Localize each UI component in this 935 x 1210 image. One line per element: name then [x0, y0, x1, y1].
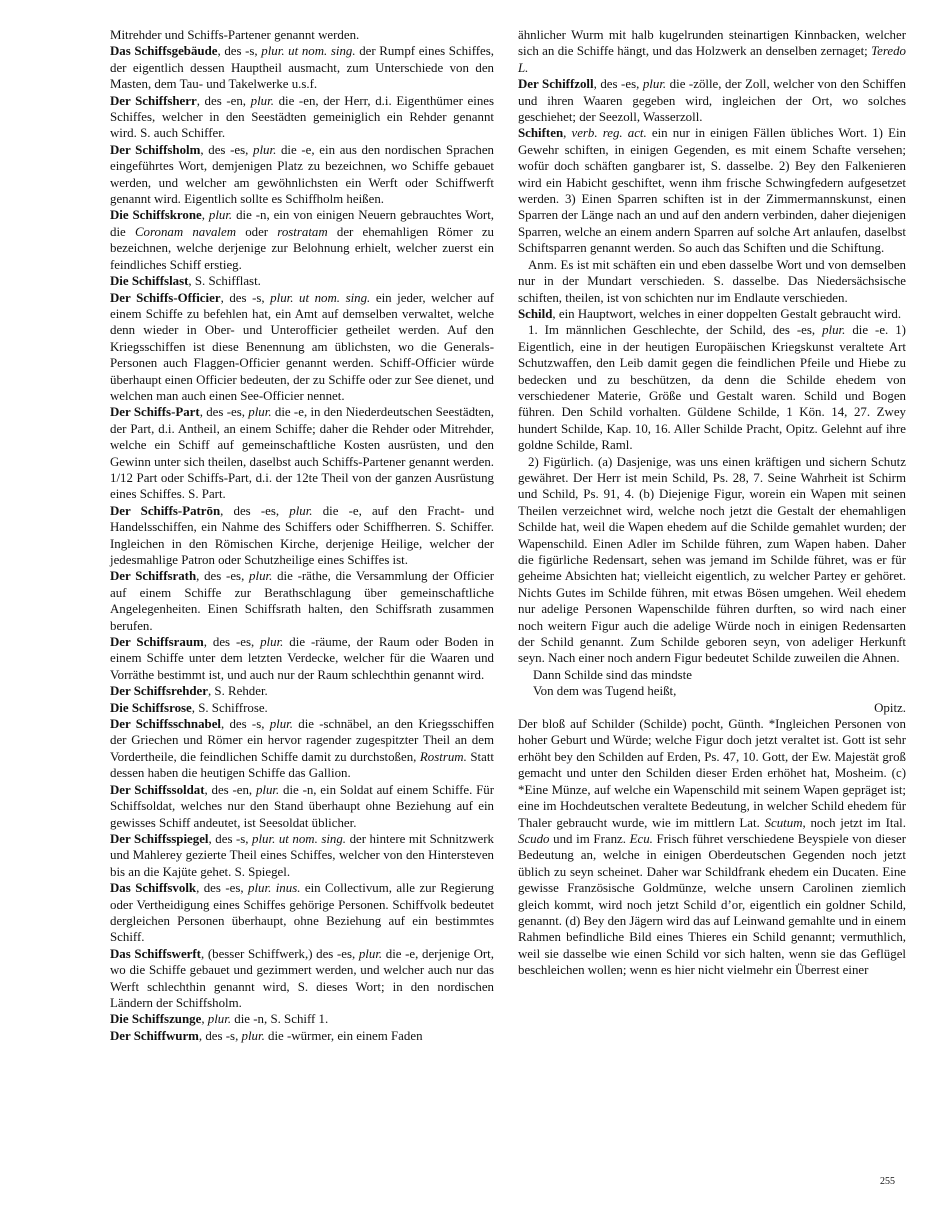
- left-column-entry: [110, 782, 494, 831]
- headword: Der Schiffsrehder: [110, 684, 208, 699]
- headword: Die Schiffszunge: [110, 1012, 202, 1027]
- body-text: , des -s,: [221, 717, 270, 732]
- body-text: und im Franz.: [549, 831, 630, 846]
- italic-text: Rostrum.: [419, 749, 467, 764]
- left-column-entry: [110, 290, 494, 405]
- headword: Der Schiffwurm: [110, 1028, 199, 1043]
- left-column-entry: [110, 683, 494, 699]
- headword: Schild: [518, 306, 553, 321]
- italic-text: Coronam navalem: [134, 224, 237, 239]
- body-text: , des -es,: [200, 142, 254, 157]
- body-text: Von dem was Tugend heißt,: [533, 684, 677, 699]
- left-column-entry: [110, 1028, 494, 1044]
- body-text: die -schnäbel, an den Kriegsschiffen der Griechen und Römer ein hervor ragender zugespitzter Theil an dem Vordertheile, die feindlichen Schiffe damit zu durchstoßen,: [110, 717, 495, 764]
- italic-text: Scudo: [518, 831, 550, 846]
- body-text: der ehemahligen Römer zu bezeichnen, welche derjenige zur Belohnung erhielt, welcher zuerst ein feindliches Schiff erstieg.: [110, 224, 494, 272]
- italic-text: plur. ut nom. sing.: [270, 290, 371, 305]
- body-text: ,: [201, 1012, 208, 1027]
- right-column-entry: [518, 306, 906, 322]
- italic-text: plur.: [207, 1012, 232, 1027]
- body-text: Mitrehder und Schiffs-Partener genannt werden.: [110, 28, 360, 42]
- headword: Der Schiffsschnabel: [110, 717, 222, 732]
- left-column-entry: [110, 568, 494, 634]
- headword: Das Schiffsgebäude: [110, 44, 218, 59]
- italic-text: Teredo L.: [518, 44, 906, 75]
- headword: Der Schiffsspiegel: [110, 831, 209, 846]
- body-text: , (besser Schiffwerk,) des -es,: [200, 946, 359, 961]
- italic-text: plur.: [269, 717, 293, 732]
- italic-text: plur.: [253, 142, 277, 157]
- right-column-entry: [518, 700, 906, 716]
- body-text: Dann Schilde sind das mindste: [533, 667, 692, 682]
- body-text: , des -s,: [217, 44, 262, 59]
- italic-text: plur.: [248, 405, 272, 420]
- left-column-entry: [110, 207, 494, 273]
- right-column-entry: [533, 683, 906, 699]
- body-text: , S. Schiffrose.: [191, 700, 268, 715]
- body-text: 2) Figürlich. (a) Dasjenige, was uns einen kräftigen und sichern Schutz gewähret. Der Herr ist mein Schild, Ps. 28, 7. Seine Wahrheit ist Schirm und Schild, Ps. 91, 4. (b) Diejenige Figur, worein ein Wapen mit seinen Theilen verzeichnet wird, welche noch jetzt die Gestalt der ehemahligen Schilde hat, weil die Wapen ehedem auf die Schilde gemahlet wurden; der Wapenschild. Einen Adler im Schilde führen, zum Wapen haben. Daher die figürliche Redensart, sehen was jemand im Schilde führet, was er für geheime Absichten hat; vielleicht eigentlich, zu welcher Partey er gehöret. Nichts Gutes im Schilde führen, mit etwas Bösen umgehen. Weil ehedem nur adelige Personen Wapenschilde führen durften, so wird nach einer noch weitern Figur auch die adelige Würde noch in einigen Redensarten der Schild genannt. Zum Schilde geboren seyn, von adeliger Herkunft seyn. Nach einer noch andern Figur bedeutet Schilde zuweilen die Ahnen.: [518, 454, 906, 666]
- headword: Der Schiffs-Patrōn: [110, 503, 221, 518]
- right-column: [518, 27, 906, 979]
- right-column-entry: [518, 322, 906, 453]
- body-text: , des -es,: [199, 405, 249, 420]
- body-text: die -e, ein aus den nordischen Sprachen eingeführtes Wort, demjenigen Platz zu bezeichnen, wo Schiffe gebauet werden, und welcher am gewöhnlichsten ein Werft oder Schiffwerft genannt wird. Eigentlich sollte es Schiffholm heißen.: [110, 142, 494, 207]
- left-column-entry: [110, 716, 494, 782]
- italic-text: plur. ut nom. sing.: [252, 831, 347, 846]
- page-number: 255: [880, 1176, 895, 1187]
- body-text: Der bloß auf Schilder (Schilde) pocht, Günth. *Ingleichen Personen von hoher Geburt und Würde; welche Figur doch jetzt veraltet ist. Gott ist sehr erhöht bey den Schilden auf Erden, Ps. 47, 10. Gott, der Ew. Majestät groß gemacht und unter den Schilden dieser Erden erhöhet hat, Mosheim. (c) *Eine Münze, auf welche ein Wapenschild mit seinem Wapen gepräget ist; eine im Hochdeutschen veraltete Bedeutung, in welcher Schild ehedem für Thaler gebraucht wurde, wie im mittlern Lat.: [518, 717, 906, 830]
- body-text: , des -s,: [220, 290, 271, 305]
- headword: Der Schiffsraum: [110, 635, 204, 650]
- body-text: oder: [236, 224, 278, 239]
- headword: Die Schiffslast: [110, 274, 189, 289]
- headword: Schiften: [518, 126, 564, 141]
- left-column-entry: [110, 700, 494, 716]
- headword: Die Schiffskrone: [110, 208, 202, 223]
- right-column-entry: [518, 76, 906, 125]
- body-text: ähnlicher Wurm mit halb kugelrunden steinartigen Kinnbacken, welcher sich an die Schiffe hängt, und das Holzwerk an denselben zernaget;: [518, 28, 906, 59]
- italic-text: plur.: [208, 208, 233, 223]
- body-text: Anm. Es ist mit schäften ein und eben dasselbe Wort und von demselben nur in der Mundart verschieden. S. dasselbe. Das Niedersächsische schiften, theilen, ist von schichten nur im Endlaute verschieden.: [518, 257, 906, 305]
- body-text: ,: [563, 126, 572, 141]
- left-column-entry: [110, 43, 494, 92]
- body-text: die -räthe, die Versammlung der Officier auf einem Schiffe zur Berathschlagung über gemeinschaftliche Angelegenheiten. Einen Schiffsrath halten, den Schiffsrath zusammen berufen.: [110, 569, 494, 633]
- body-text: , des -es,: [203, 635, 261, 650]
- left-column-entry: [110, 946, 494, 1012]
- right-column-entry: [518, 257, 906, 306]
- left-column-entry: [110, 1011, 494, 1027]
- headword: Der Schiffsrath: [110, 569, 197, 584]
- body-text: , des -en,: [196, 93, 251, 108]
- body-text: , des -es,: [196, 569, 250, 584]
- body-text: , S. Rehder.: [207, 684, 268, 699]
- left-column-entry: [110, 273, 494, 289]
- body-text: die -n, S. Schiff 1.: [231, 1012, 329, 1027]
- body-text: ein Collectivum, alle zur Regierung oder Vertheidigung eines Schiffes gehörige Personen. Schiffvolk bedeutet dergleichen Personen überhaupt, ohne Beziehung auf ein bestimmtes Schiff.: [110, 881, 495, 945]
- body-text: , S. Schifflast.: [188, 274, 261, 289]
- left-column-entry: [110, 503, 494, 569]
- right-column-entry: [518, 454, 906, 667]
- body-text: die -würmer, ein einem Faden: [264, 1028, 423, 1043]
- headword: Der Schiffsholm: [110, 142, 201, 157]
- body-text: die -n, ein Soldat auf einem Schiffe. Für Schiffsoldat, welches nur den Stand überhaupt ohne Beziehung auf ein gewisses Schiff andeutet, ist Seesoldat üblicher.: [110, 782, 494, 830]
- italic-text: Scutum,: [764, 815, 806, 830]
- headword: Der Schiffsherr: [110, 93, 197, 108]
- body-text: die -n, ein von einigen Neuern gebrauchtes Wort, die: [110, 208, 494, 239]
- italic-text: plur. ut nom. sing.: [261, 44, 356, 59]
- italic-text: plur.: [260, 635, 284, 650]
- italic-text: Ecu.: [629, 831, 653, 846]
- body-text: die -e, derjenige Ort, wo die Schiffe gebauet und gezimmert werden, und welcher auch nur das Werft schlechthin genannt wird, S. dieses Wort; in den nordischen Ländern der Schiffsholm.: [110, 946, 494, 1010]
- left-column: [110, 27, 494, 1044]
- headword: Der Schiffssoldat: [110, 782, 205, 797]
- italic-text: plur.: [241, 1028, 265, 1043]
- italic-text: plur.: [289, 503, 313, 518]
- headword: Der Schiffzoll: [518, 77, 594, 92]
- body-text: , des -es,: [196, 881, 249, 896]
- body-text: die -räume, der Raum oder Boden in einem Schiffe unter dem letzten Verdecke, welcher für die Waaren und Vorräthe bestimmt ist, und auch nur der Raum schlechthin genannt wird.: [110, 635, 495, 682]
- italic-text: plur.: [250, 93, 274, 108]
- italic-text: plur.: [358, 946, 383, 961]
- italic-text: plur.: [642, 77, 667, 92]
- left-column-entry: [110, 880, 494, 946]
- left-column-entry: [110, 404, 494, 502]
- body-text: ein jeder, welcher auf einem Schiffe zu befehlen hat, ein Amt auf demselben verwaltet, welche denn wieder in Ober- und Unterofficier getheilet werden. Auf den Kriegsschiffen ist diese Benennung am üblichsten, wo die Generals-Personen auch Flaggen-Officier genannt werden. Schiff-Officier würde überhaupt einen Officier bedeuten, der zu Schiffe oder zur See dienet, und welchen man auch einen See-Officier nennet.: [110, 290, 494, 403]
- body-text: , des -s,: [208, 831, 253, 846]
- body-text: ,: [201, 208, 209, 223]
- body-text: , ein Hauptwort, welches in einer doppelten Gestalt gebraucht wird.: [552, 306, 902, 321]
- right-column-entry: [533, 667, 906, 683]
- body-text: , des -es,: [220, 503, 290, 518]
- body-text: , des -es,: [593, 77, 643, 92]
- body-text: Frisch führet verschiedene Beyspiele von dieser Bedeutung an, welche in einigen Oberdeutschen Gegenden noch jetzt üblich zu seyn scheinet. Daher war Schildfrank ehedem ein Ducaten. Eine gewisse Französische Goldmünze, welche unsern Carolinen ziemlich gleich kommt, wird noch jetzt Schild d’or, eigentlich ein goldner Schild, genannt. (d) Bey den Jägern wird das auf Leinwand gemahlte und in einem Rahmen befindliche Bild eines Thieres ein Schild genannt; vermuthlich, weil sie dasselbe wie einen Schild vor sich halten, wenn sie das Geflügel beschleichen wollen; wenn es hier nicht vielmehr ein Überrest einer: [518, 831, 906, 978]
- body-text: noch jetzt im Ital.: [805, 815, 906, 830]
- italic-text: plur. inus.: [248, 881, 301, 896]
- left-column-entry: [110, 27, 494, 43]
- right-column-entry: [518, 716, 906, 979]
- body-text: die -e, in den Niederdeutschen Seestädten, der Part, d.i. Antheil, an einem Schiffe; daher die Rehder oder Mitrehder, welche ein Schiff auf gemeinschaftliche Kosten ausrüsten, und den Gewinn unter sich theilen, daselbst auch Schiffs-Partener genannt werden. 1/12 Part oder Schiffs-Part, d.i. der 12te Theil von der ganzen Ausrüstung eines Schiffes. S. Part.: [110, 405, 494, 502]
- body-text: die -e. 1) Eigentlich, eine in der heutigen Europäischen Kriegskunst veraltete Art Schutzwaffen, den Leib damit gegen die feindlichen Pfeile und Hiebe zu bedecken und zu beschützen, da denn die Schilde ehedem von verschiedener Materie, Größe und Gestalt waren. Schild und Bogen führen. Den Schild vorhalten. Güldene Schilde, 1 Kön. 14, 27. Zwey hundert Schilde, Kap. 10, 16. Aller Schilde Pracht, Opitz. Gelehnt auf ihre goldne Schilde, Raml.: [518, 323, 906, 453]
- left-column-entry: [110, 634, 494, 683]
- left-column-entry: [110, 93, 494, 142]
- italic-text: plur.: [822, 323, 846, 338]
- body-text: die -e, auf den Fracht- und Handelsschiffen, ein Nahme des Schiffers oder Schiffherren. S. Schiffer. Ingleichen in den Römischen Kirche, derjenige Heilige, welcher der jedesmahlige Patron oder Schutzheilige eines Schiffes ist.: [110, 503, 495, 567]
- left-column-entry: [110, 142, 494, 208]
- body-text: , des -s,: [198, 1028, 242, 1043]
- body-text: der hintere mit Schnitzwerk und Mahlerey gezierte Theil eines Schiffes, welcher von den Hintersteven bis an die Kajüte gehet. S. Spiegel.: [110, 831, 494, 879]
- body-text: der Rumpf eines Schiffes, der eigentlich dessen Hauptheil ausmacht, zum Unterschiede von den Masten, dem Tau- und Takelwerke u.s.f.: [110, 44, 495, 92]
- headword: Die Schiffsrose: [110, 700, 192, 715]
- italic-text: plur.: [249, 569, 273, 584]
- headword: Der Schiffs-Officier: [110, 290, 221, 305]
- italic-text: rostratam: [277, 224, 328, 239]
- body-text: , des -en,: [204, 782, 256, 797]
- right-column-entry: [518, 125, 906, 256]
- body-text: die -zölle, der Zoll, welcher von den Schiffen und ihren Waaren gegeben wird, ingleichen der Ort, wo solches geschiehet; der Seezoll, Wasserzoll.: [518, 77, 906, 125]
- right-column-entry: [518, 27, 906, 76]
- headword: Der Schiffs-Part: [110, 405, 200, 420]
- italic-text: verb. reg. act.: [571, 126, 647, 141]
- headword: Das Schiffsvolk: [110, 881, 197, 896]
- left-column-entry: [110, 831, 494, 880]
- body-text: ein nur in einigen Fällen übliches Wort. 1) Ein Gewehr schiften, in einigen Gegenden, es mit einem Schafte versehen; wofür doch schäften gangbarer ist, S. dasselbe. 2) Bey den Falkenieren wird ein Habicht geschiftet, wenn ihm frische Schwingfedern aufgesetzet werden. 3) Einen Sparren schiften ist in der Zimmermannskunst, einen Sparren der Länge nach an und auf den andern verbinden, daher diejenigen Sparren, welche an einem andern Sparren auf solche Art anlaufen, daselbst Schiftsparren genannt werden. So auch das Schiften und die Schiftung.: [518, 126, 906, 256]
- body-text: Opitz.: [874, 700, 906, 715]
- italic-text: plur.: [255, 782, 280, 797]
- body-text: Statt dessen haben die heutigen Schiffe das Gallion.: [110, 749, 494, 781]
- headword: Das Schiffswerft: [110, 946, 201, 961]
- body-text: die -en, der Herr, d.i. Eigenthümer eines Schiffes, welcher in den Seestädten gemeiniglich ein Rehder genannt wird. S. auch Schiffer.: [110, 93, 494, 141]
- body-text: 1. Im männlichen Geschlechte, der Schild, des -es,: [528, 323, 823, 338]
